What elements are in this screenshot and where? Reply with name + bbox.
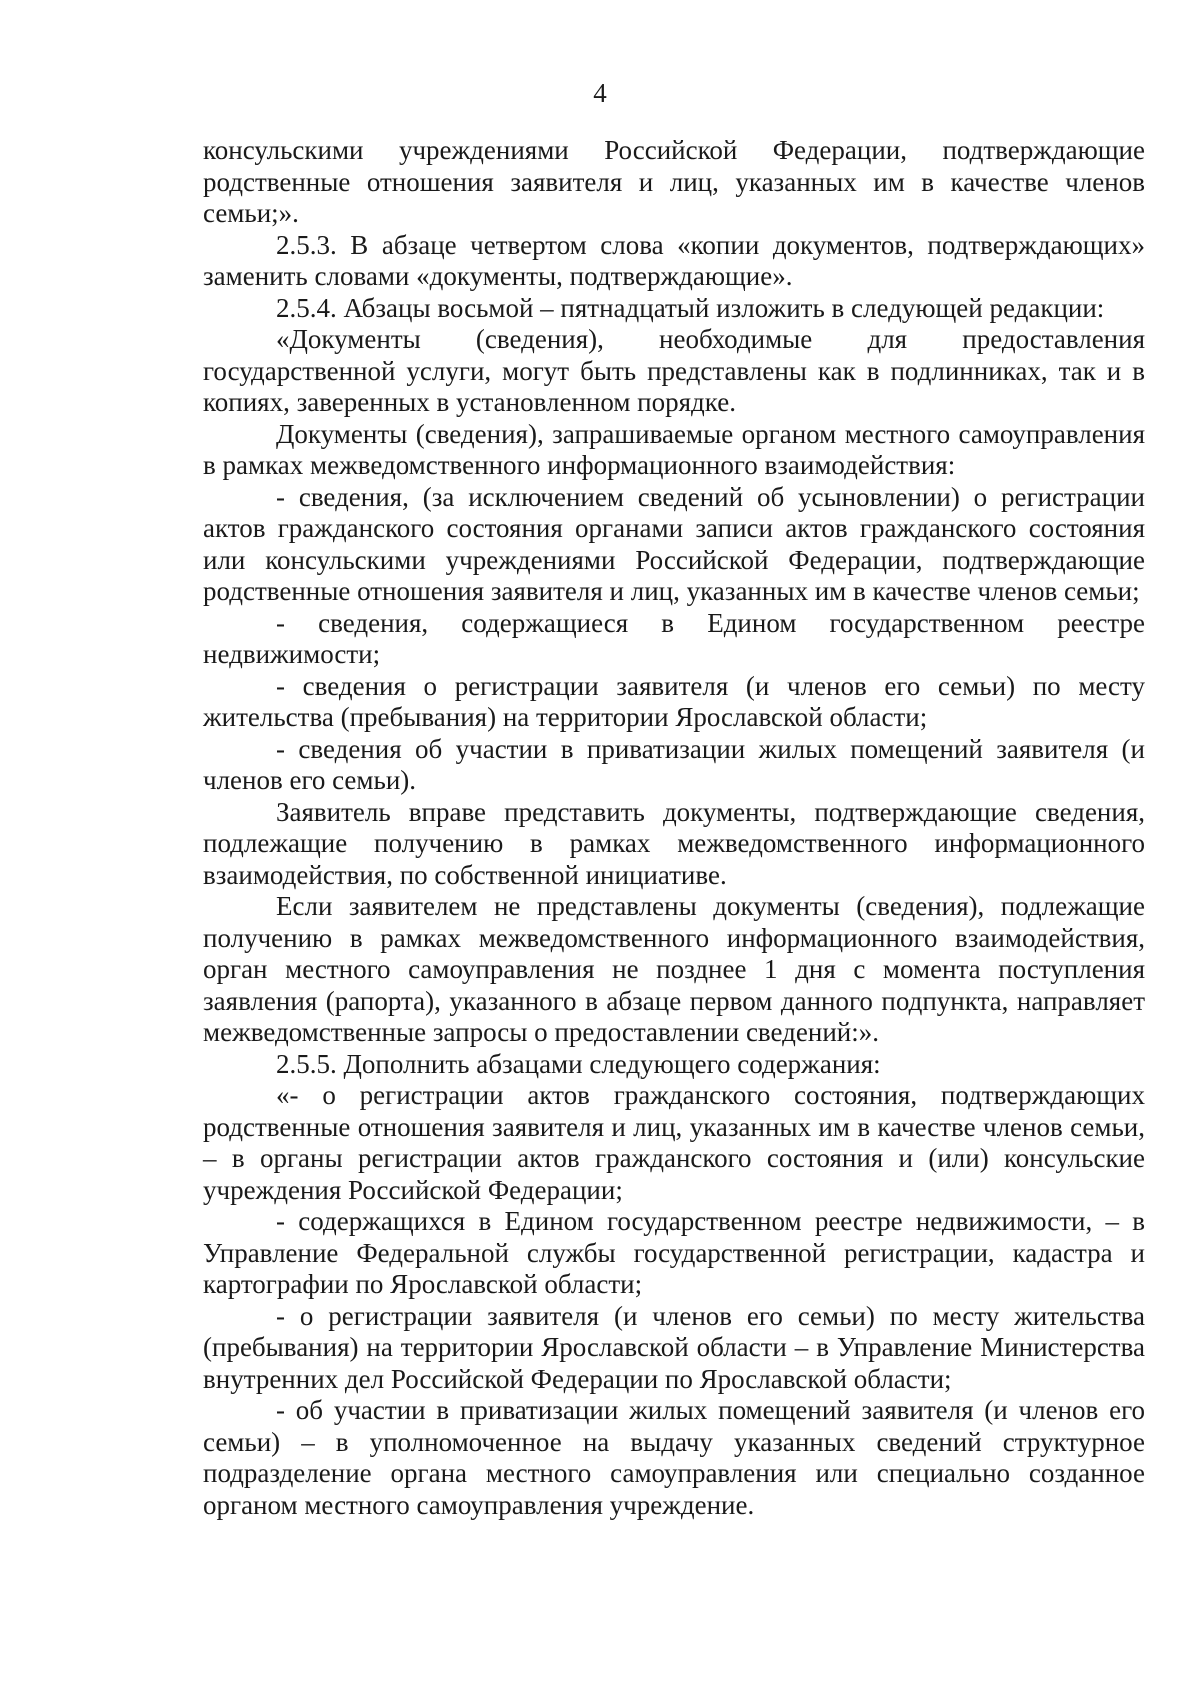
list-item: - об участии в приватизации жилых помещений заявителя (и членов его семьи) – в уполномоченное на выдачу указанных сведений структурное подразделение органа местного самоуправления или специально созданное органом местного самоуправления учреждение. [203, 1395, 1145, 1520]
paragraph: 2.5.5. Дополнить абзацами следующего содержания: [276, 1048, 881, 1079]
paragraph: 2.5.4. Абзацы восьмой – пятнадцатый изложить в следующей редакции: [276, 292, 1105, 323]
list-item: - сведения о регистрации заявителя (и членов его семьи) по месту жительства (пребывания) на территории Ярославской области; [203, 670, 1145, 732]
paragraph: Документы (сведения), запрашиваемые органом местного самоуправления в рамках межведомственного информационного взаимодействия: [203, 418, 1145, 480]
page-number: 4 [593, 78, 607, 108]
list-item: - содержащихся в Едином государственном реестре недвижимости, – в Управление Федеральной службы государственной регистрации, кадастра и картографии по Ярославской области; [203, 1206, 1145, 1299]
paragraph: консульскими учреждениями Российской Федерации, подтверждающие родственные отношения заявителя и лиц, указанных им в качестве членов семьи;». [203, 135, 1145, 228]
list-item: - сведения, (за исключением сведений об усыновлении) о регистрации актов гражданского состояния органами записи актов гражданского состояния или консульскими учреждениями Российской Федерации, подтверждающие родственные отношения заявителя и лиц, указанных им в качестве членов семьи; [203, 481, 1145, 606]
paragraph: 2.5.3. В абзаце четвертом слова «копии документов, подтверждающих» заменить словами «документы, подтверждающие». [203, 229, 1145, 291]
paragraph: Если заявителем не представлены документы (сведения), подлежащие получению в рамках межведомственного информационного взаимодействия, орган местного самоуправления не позднее 1 дня с момента поступления заявления (рапорта), указанного в абзаце первом данного подпункта, направляет межведомственные запросы о предоставлении сведений:». [203, 891, 1145, 1047]
list-item: «- о регистрации актов гражданского состояния, подтверждающих родственные отношения заявителя и лиц, указанных им в качестве членов семьи, – в органы регистрации актов гражданского состояния и (или) консульские учреждения Российской Федерации; [203, 1080, 1145, 1205]
paragraph: «Документы (сведения), необходимые для предоставления государственной услуги, могут быть представлены как в подлинниках, так и в копиях, заверенных в установленном порядке. [203, 324, 1145, 417]
list-item: - сведения об участии в приватизации жилых помещений заявителя (и членов его семьи). [203, 733, 1145, 795]
paragraph: Заявитель вправе представить документы, подтверждающие сведения, подлежащие получению в рамках межведомственного информационного взаимодействия, по собственной инициативе. [203, 796, 1145, 890]
document-body [203, 135, 1145, 1521]
list-item: - сведения, содержащиеся в Едином государственном реестре недвижимости; [203, 607, 1145, 669]
list-item: - о регистрации заявителя (и членов его семьи) по месту жительства (пребывания) на территории Ярославской области – в Управление Министерства внутренних дел Российской Федерации по Ярославской области; [203, 1300, 1145, 1394]
